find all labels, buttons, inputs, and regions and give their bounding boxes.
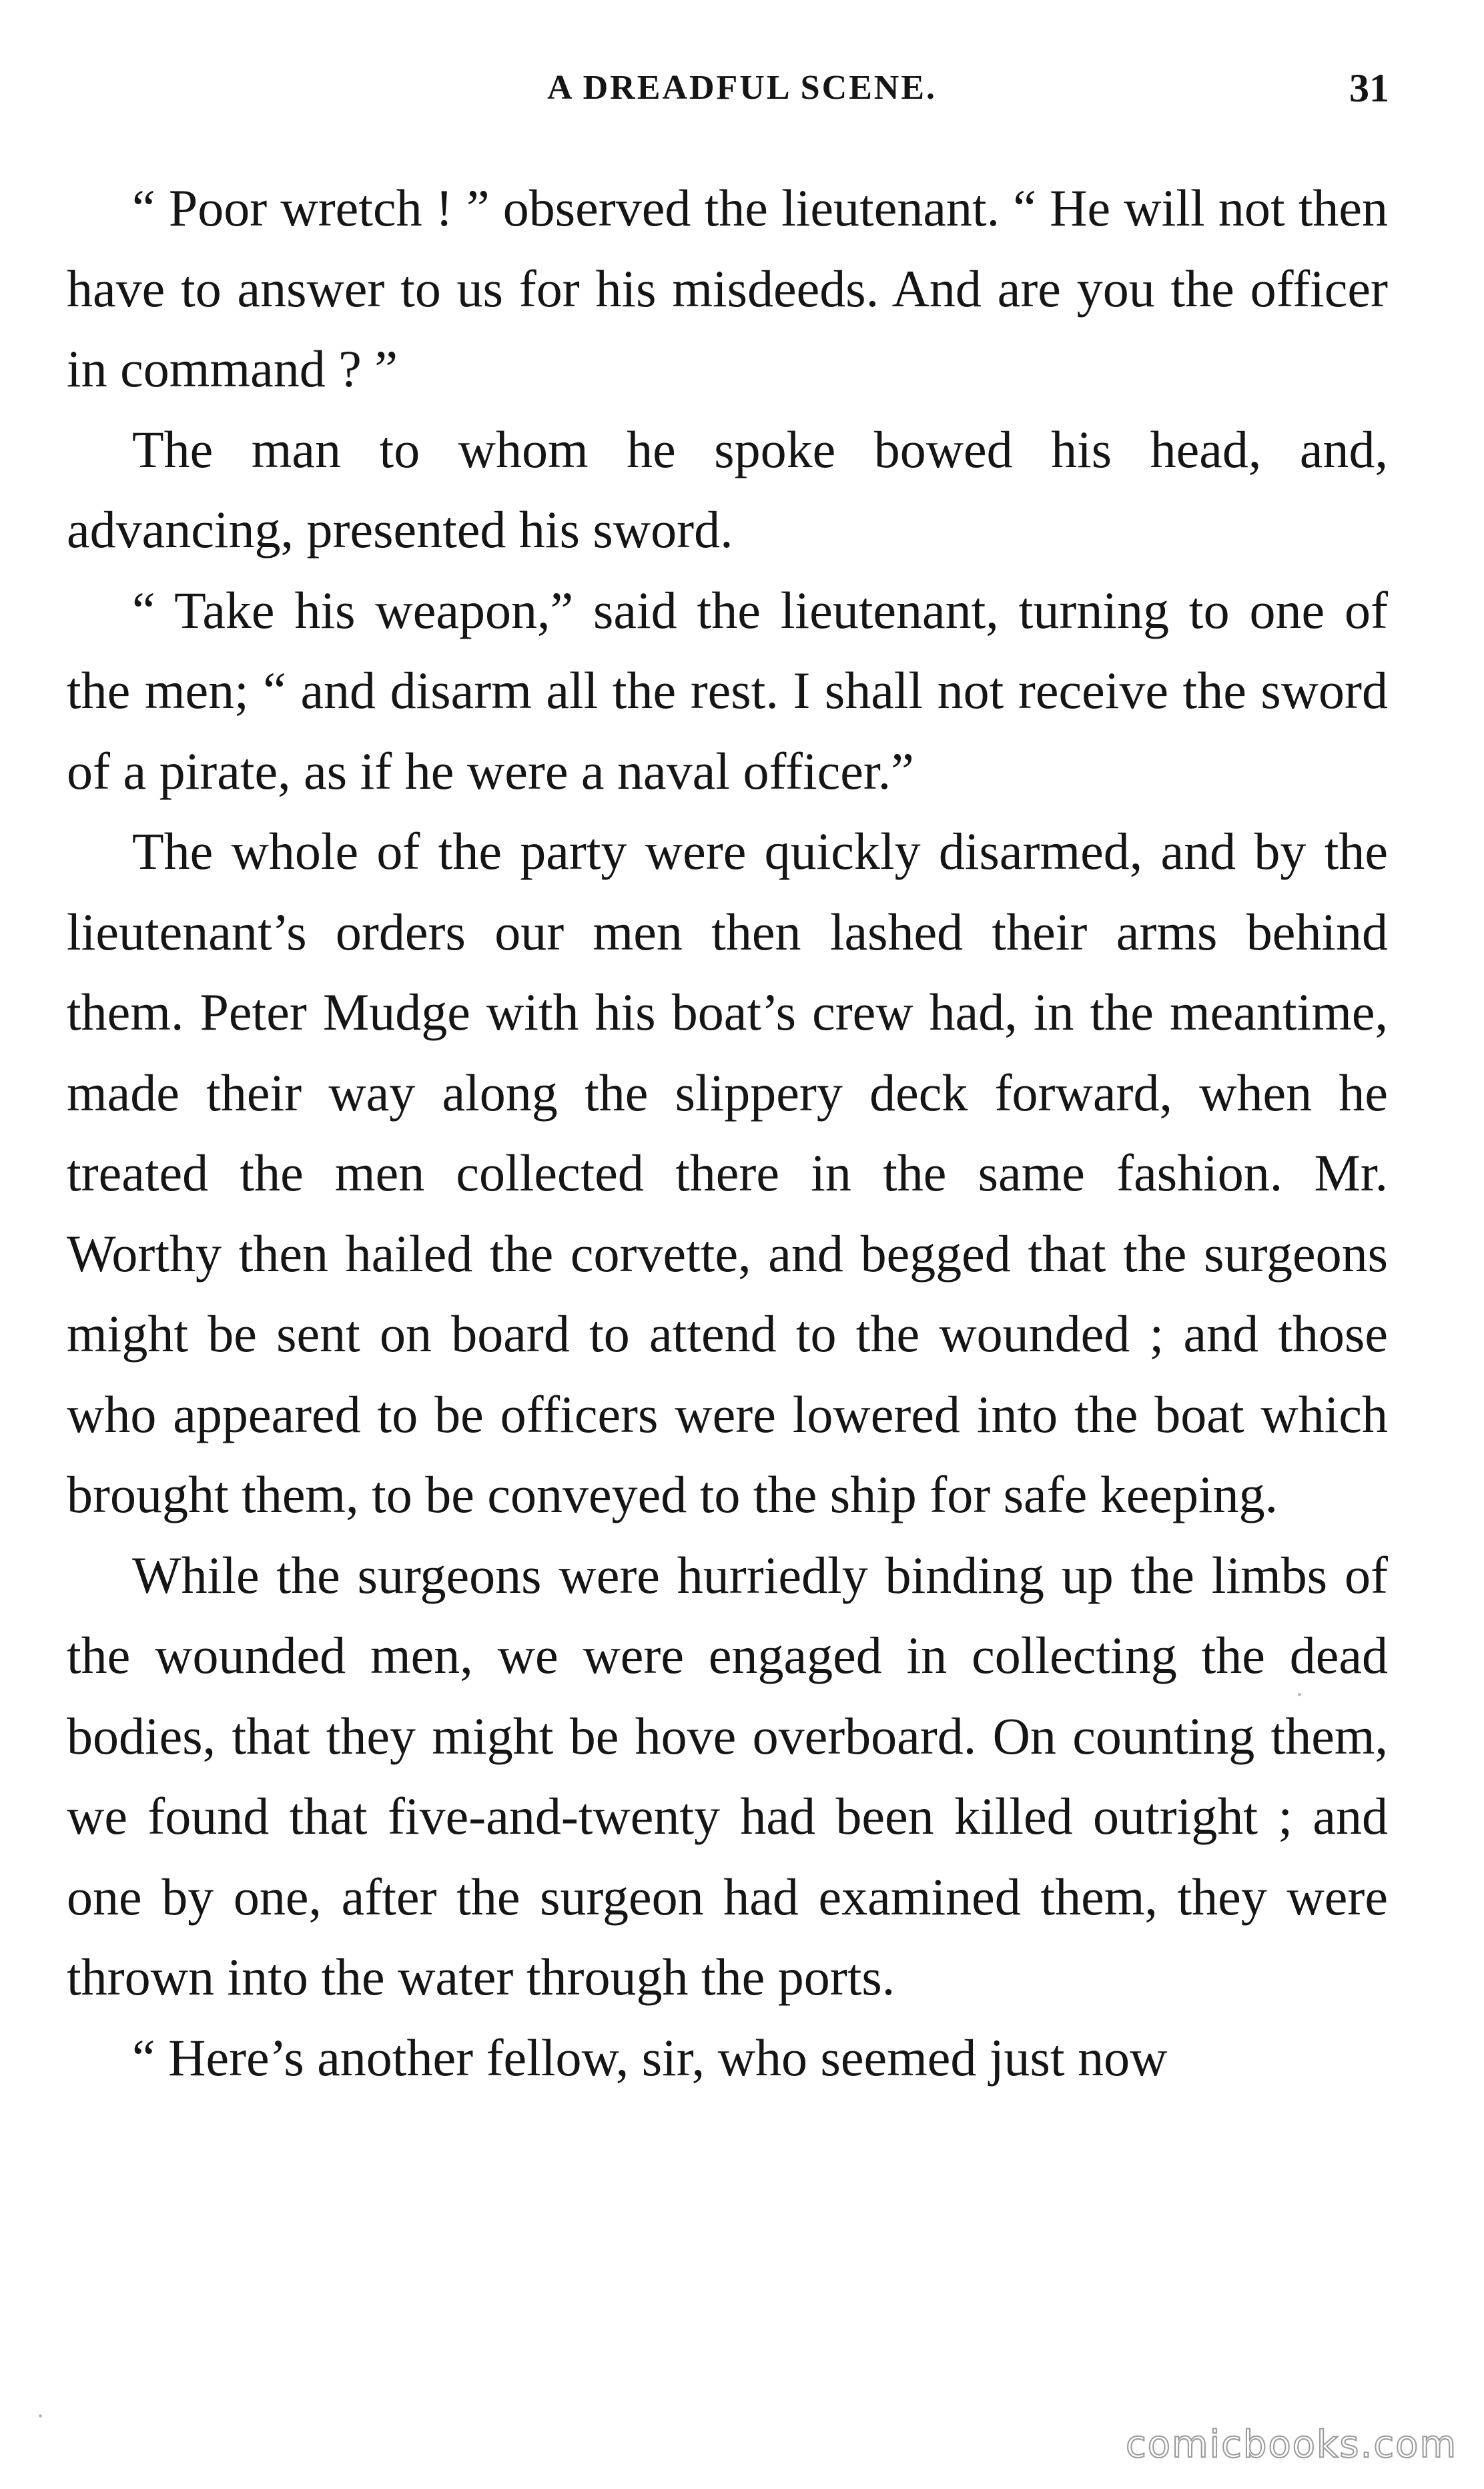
print-speck xyxy=(1298,1693,1301,1696)
paragraph: While the surgeons were hurriedly binding up the limbs of the wounded men, we were engaged in collecting the dead bodies, that they might be hove overboard. On counting them, we found that five-and-twenty had been killed outright ; and one by one, after the surgeon had examined them, they were thrown into the water through the ports. xyxy=(67,1545,1388,2006)
running-title: A DREADFUL SCENE. xyxy=(546,69,938,107)
paragraph: “ Take his weapon,” said the lieutenant, turning to one of the men; “ and disarm all the rest. I shall not receive the sword of a pirate, as if he were a naval officer.” xyxy=(67,581,1388,800)
paragraph: “ Here’s another fellow, sir, who seemed just now xyxy=(132,2028,1168,2087)
page-number: 31 xyxy=(1349,66,1389,110)
paragraph: The man to whom he spoke bowed his head, and, advancing, presented his sword. xyxy=(67,420,1388,559)
paragraph: “ Poor wretch ! ” observed the lieutenant. “ He will not then have to answer to us for his misdeeds. And are you the officer in command ? ” xyxy=(67,179,1388,398)
running-head xyxy=(0,59,1484,119)
body-text xyxy=(67,168,1388,2098)
watermark: comicbooks.com xyxy=(1125,2423,1457,2466)
print-speck xyxy=(39,2414,42,2418)
paragraph: The whole of the party were quickly disarmed, and by the lieutenant’s orders our men then lashed their arms behind them. Peter Mudge with his boat’s crew had, in the meantime, made their way along the slippery deck forward, when he treated the men collected there in the same fashion. Mr. Worthy then hailed the corvette, and begged that the surgeons might be sent on board to attend to the wounded ; and those who appeared to be officers were lowered into the boat which brought them, to be conveyed to the ship for safe keeping. xyxy=(67,822,1388,1523)
